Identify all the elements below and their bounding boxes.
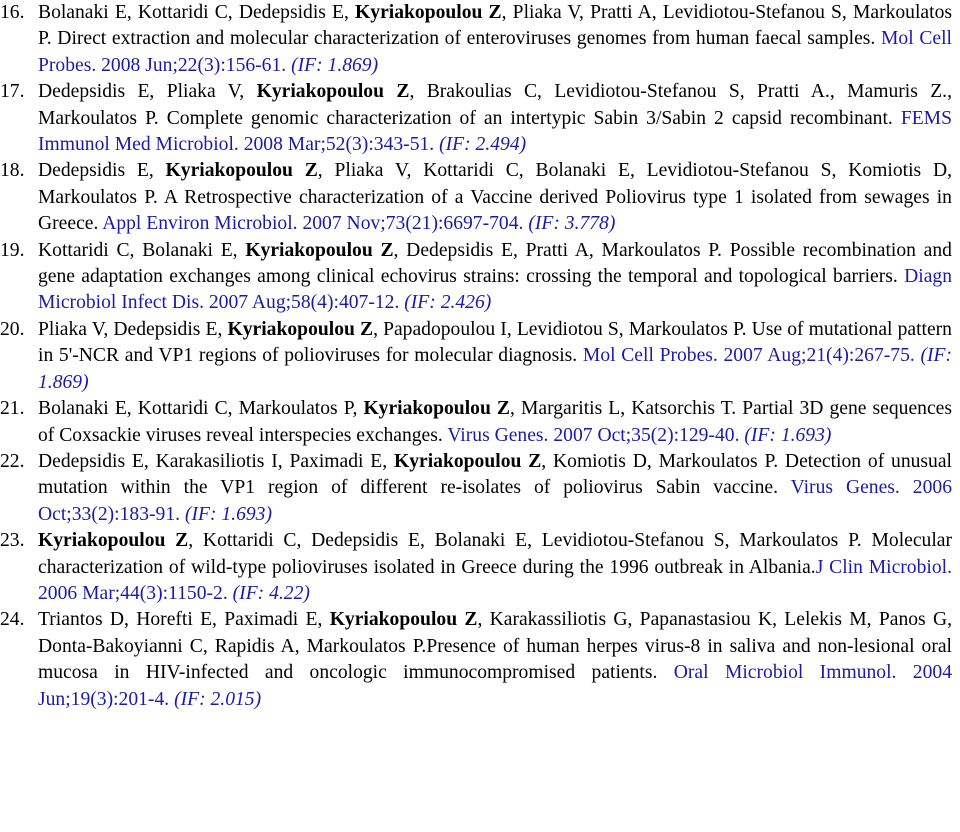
reference-citation: Appl Environ Microbiol. 2007 Nov;73(21):6697-704. xyxy=(102,213,529,235)
reference-authors-after: , Brakoulias C, Levidiotou-Stefanou S, Pratti A., Mamuris Z., Markoulatos P. xyxy=(38,81,952,129)
reference-item xyxy=(0,449,952,528)
reference-citation: FEMS Immunol Med Microbiol. 2008 Mar;52(3):343-51. xyxy=(38,107,952,156)
reference-highlighted-author: Kyriakopoulou Z xyxy=(393,450,542,472)
reference-highlighted-author: Kyriakopoulou Z xyxy=(363,398,510,420)
reference-title: Partial 3D gene sequences of Coxsackie viruses reveal interspecies exchanges. xyxy=(38,398,952,446)
reference-item xyxy=(0,0,952,79)
reference-citation: Virus Genes. 2006 Oct;33(2):183-91. xyxy=(38,477,952,525)
reference-number: 16. xyxy=(0,2,25,23)
reference-citation: Oral Microbiol Immunol. 2004 Jun;19(3):201-4. xyxy=(38,662,952,710)
reference-item xyxy=(0,238,952,317)
reference-authors-before: Bolanaki E, Kottaridi C, Markoulatos P, xyxy=(38,398,364,420)
reference-impact-factor: (IF: 2.494) xyxy=(439,134,527,156)
reference-highlighted-author: Kyriakopoulou Z xyxy=(245,239,394,261)
reference-number: 17. xyxy=(0,81,25,103)
reference-highlighted-author: Kyriakopoulou Z xyxy=(38,530,189,552)
reference-authors-before: Pliaka V, Dedepsidis E, xyxy=(38,318,228,340)
reference-number: 22. xyxy=(0,450,25,472)
reference-impact-factor: (IF: 2.015) xyxy=(174,688,262,710)
reference-title: Presence of human herpes virus-8 in saliva and non-lesional oral mucosa in HIV-infected and oncologic immunocompromised patients. xyxy=(38,635,952,684)
reference-citation: Virus Genes. 2007 Oct;35(2):129-40. xyxy=(447,424,745,446)
reference-citation: Mol Cell Probes. 2008 Jun;22(3):156-61. xyxy=(38,28,952,76)
reference-impact-factor: (IF: 3.778) xyxy=(528,213,616,235)
reference-authors-after: , Margaritis L, Katsorchis T. xyxy=(509,398,743,420)
reference-number: 21. xyxy=(0,398,25,420)
reference-title: Possible recombination and gene adaptation exchanges among clinical echovirus strains: crossing the temporal and topological barriers. xyxy=(38,239,952,288)
reference-authors-after: , Papadopoulou I, Levidiotou S, Markoulatos P. xyxy=(373,318,752,340)
reference-item xyxy=(0,317,952,396)
reference-title: Molecular characterization of wild-type polioviruses isolated in Greece during the 1996 outbreak in Albania. xyxy=(38,530,952,578)
reference-impact-factor: (IF: 4.22) xyxy=(232,582,310,604)
reference-highlighted-author: Kyriakopoulou Z xyxy=(227,318,374,340)
reference-title: A Retrospective characterization of a Vaccine derived Poliovirus type 1 isolated from sewages in Greece. xyxy=(38,186,952,235)
reference-title: Detection of unusual mutation within the VP1 region of different re-isolates of poliovirus Sabin vaccine. xyxy=(38,450,952,499)
reference-impact-factor: (IF: 1.869) xyxy=(38,345,952,393)
reference-impact-factor: (IF: 1.693) xyxy=(184,503,272,525)
reference-authors-after: , Komiotis D, Markoulatos P. xyxy=(541,450,785,472)
reference-citation: Mol Cell Probes. 2007 Aug;21(4):267-75. xyxy=(582,345,921,367)
reference-number: 20. xyxy=(0,318,25,340)
reference-authors-before: Triantos D, Horefti E, Paximadi E, xyxy=(38,609,330,631)
reference-authors-after: , Pliaka V, Pratti A, Levidiotou-Stefanou S, Markoulatos P. xyxy=(38,2,952,50)
reference-number: 24. xyxy=(0,609,25,631)
reference-impact-factor: (IF: 1.693) xyxy=(744,424,832,446)
reference-highlighted-author: Kyriakopoulou Z xyxy=(355,2,502,23)
reference-number: 18. xyxy=(0,160,25,182)
reference-authors-after: , Kottaridi C, Dedepsidis E, Bolanaki E, Levidiotou-Stefanou S, Markoulatos P. xyxy=(188,530,872,552)
reference-impact-factor: (IF: 1.869) xyxy=(291,54,379,76)
reference-title: Direct extraction and molecular characterization of enteroviruses genomes from human faecal samples. xyxy=(57,28,881,50)
reference-citation: Diagn Microbiol Infect Dis. 2007 Aug;58(4):407-12. xyxy=(38,266,952,314)
reference-item xyxy=(0,396,952,449)
reference-citation: J Clin Microbiol. 2006 Mar;44(3):1150-2. xyxy=(38,556,952,604)
reference-authors-before: Dedepsidis E, Pliaka V, xyxy=(38,81,257,103)
reference-authors-before: Dedepsidis E, Karakasiliotis I, Paximadi E, xyxy=(38,450,394,472)
reference-authors-before: Kottaridi C, Bolanaki E, xyxy=(38,239,246,261)
reference-authors-before: Dedepsidis E, xyxy=(38,160,166,182)
reference-item xyxy=(0,607,952,713)
reference-impact-factor: (IF: 2.426) xyxy=(404,292,492,314)
reference-highlighted-author: Kyriakopoulou Z xyxy=(256,81,410,103)
reference-authors-after: , Dedepsidis E, Pratti A, Markoulatos P. xyxy=(393,239,730,261)
reference-item xyxy=(0,158,952,237)
reference-highlighted-author: Kyriakopoulou Z xyxy=(165,160,318,182)
reference-highlighted-author: Kyriakopoulou Z xyxy=(329,609,478,631)
reference-title: Complete genomic characterization of an intertypic Sabin 3/Sabin 2 capsid recombinant. xyxy=(166,107,901,129)
reference-authors-after: , Pliaka V, Kottaridi C, Bolanaki E, Levidiotou-Stefanou S, Komiotis D, Markoulatos P. xyxy=(38,160,952,208)
reference-title: Use of mutational pattern in 5'-NCR and VP1 regions of polioviruses for molecular diagnosis. xyxy=(38,318,952,367)
reference-item xyxy=(0,528,952,607)
reference-number: 19. xyxy=(0,239,25,261)
reference-authors-before: Bolanaki E, Kottaridi C, Dedepsidis E, xyxy=(38,2,356,23)
reference-item xyxy=(0,79,952,158)
reference-authors-after: , Karakassiliotis G, Papanastasiou K, Lelekis M, Panos G, Donta-Bakoyianni C, Rapidis A, Markoulatos P. xyxy=(38,609,953,657)
reference-number: 23. xyxy=(0,530,25,552)
